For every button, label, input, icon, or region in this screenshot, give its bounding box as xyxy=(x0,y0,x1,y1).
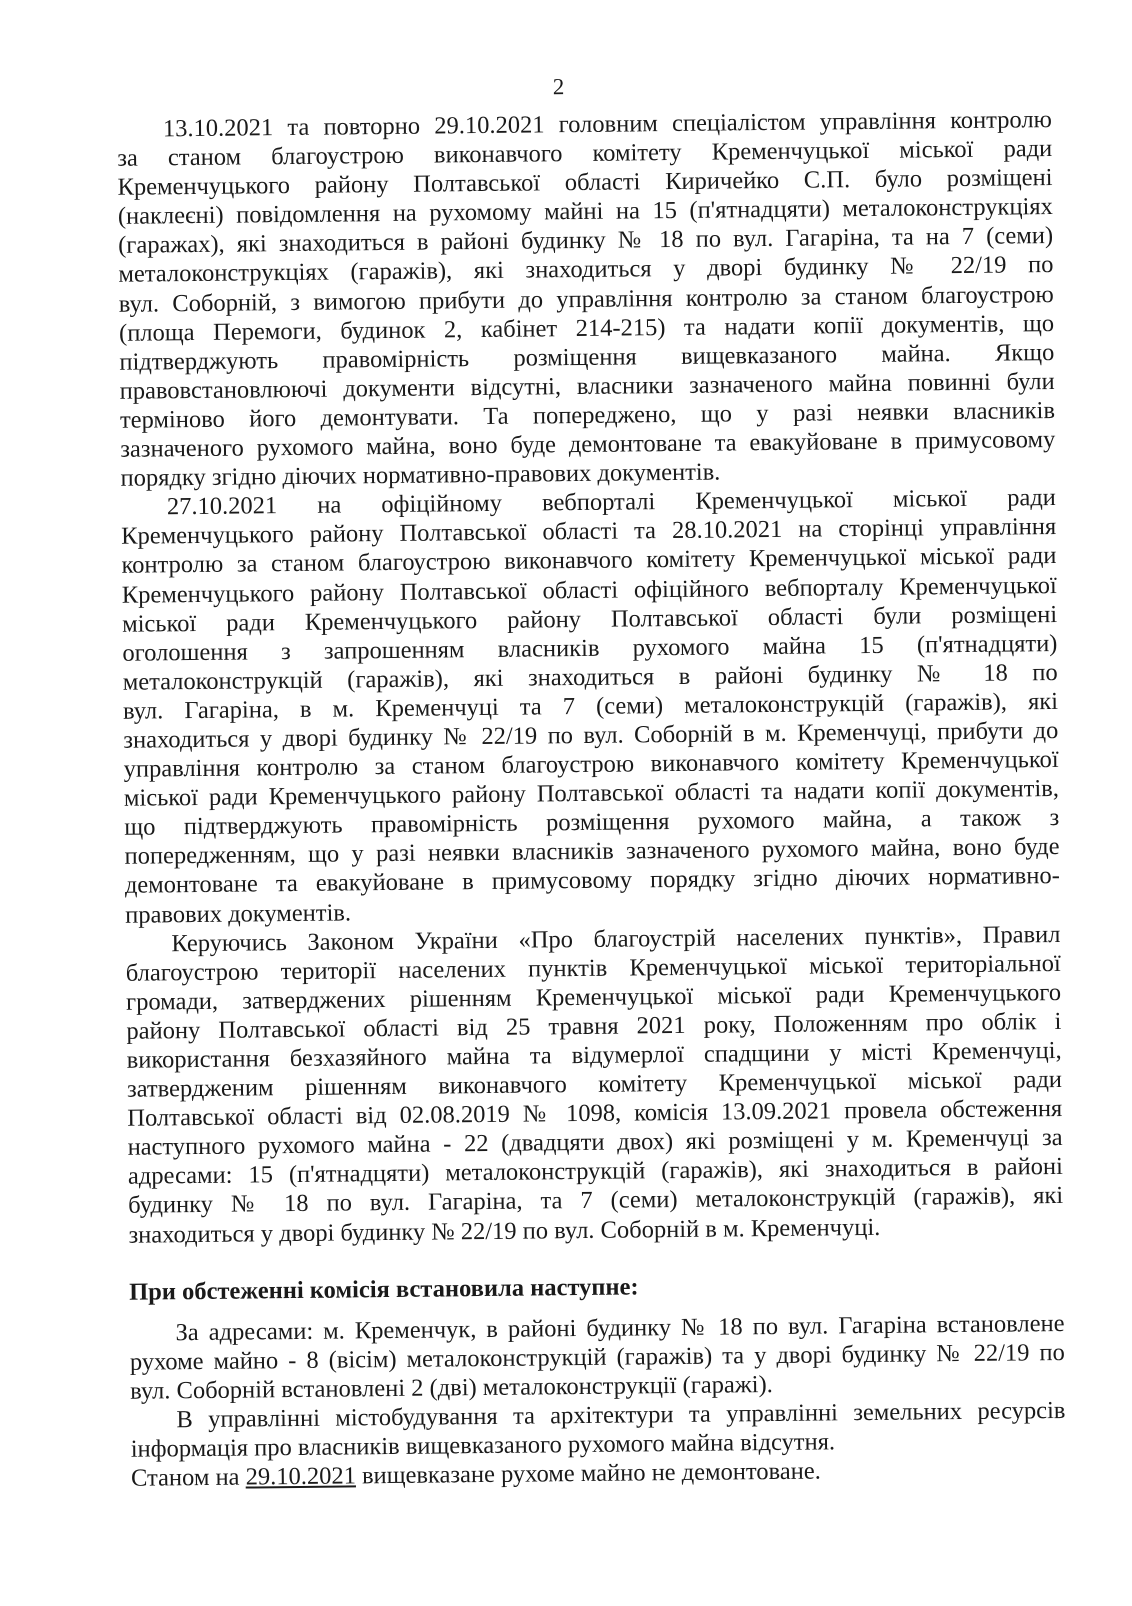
text-line: За адресами: м. Кременчук, в районі будинку № 18 по вул. Гагаріна встановлене xyxy=(175,1309,1065,1347)
text-line: оголошення з запрошенням власників рухомого майна 15 (п'ятнадцяти) xyxy=(122,629,1058,667)
text-line: міської ради Кременчуцького району Полтавської області були розміщені xyxy=(121,600,1058,638)
text-line: за станом благоустрою виконавчого комітету Кременчуцької міської ради xyxy=(117,135,1053,172)
text-line: металоконструкціях (гаражів), які знаходиться у дворі будинку № 22/19 по xyxy=(118,251,1054,289)
paragraph-web-announcement xyxy=(121,483,1061,929)
closing-suffix: вищевказане рухоме майно не демонтоване. xyxy=(355,1457,821,1490)
text-line: В управлінні містобудування та архітектури та управлінні земельних ресурсів xyxy=(176,1396,1066,1434)
document-body xyxy=(117,105,1066,1493)
text-line: Кременчуцького району Полтавської області та 28.10.2021 на сторінці управління xyxy=(121,513,1057,551)
findings-heading: При обстеженні комісія встановила наступне: xyxy=(128,1273,639,1306)
closing-prefix: Станом на xyxy=(130,1463,246,1492)
paragraph-findings-owners xyxy=(130,1396,1066,1464)
text-line: правовстановлюючі документи відсутні, власники зазначеного майна повинні були xyxy=(119,367,1055,405)
text-line: (гаражах), які знаходиться в районі будинку № 18 по вул. Гагаріна, та на 7 (семи) xyxy=(118,222,1054,260)
text-line: Кременчуцького району Полтавської області офіційного вебпорталу Кременчуцької xyxy=(121,571,1057,609)
text-line: металоконструкцій (гаражів), які знаходиться в районі будинку № 18 по xyxy=(122,658,1058,696)
text-line: адресами: 15 (п'ятнадцяти) металоконструкцій (гаражів), які знаходиться в районі xyxy=(127,1153,1064,1191)
text-line: підтверджують правомірність розміщення вищевказаного майна. Якщо xyxy=(119,338,1055,376)
closing-date: 29.10.2021 xyxy=(245,1462,357,1491)
text-line: демонтоване та евакуйоване в примусовому порядку згідно діючих нормативно- xyxy=(124,862,1060,900)
text-line: вул. Соборній, з вимогою прибути до управління контролю за станом благоустрою xyxy=(118,280,1054,318)
text-line: благоустрою території населених пунктів Кременчуцької міської територіальної xyxy=(125,949,1061,987)
text-line: правових документів. xyxy=(125,898,352,929)
text-line: управління контролю за станом благоустрою виконавчого комітету Кременчуцької xyxy=(123,746,1059,783)
text-line: контролю за станом благоустрою виконавчого комітету Кременчуцької міської ради xyxy=(121,542,1057,580)
text-line: інформація про власників вищевказаного рухомого майна відсутня. xyxy=(130,1428,836,1463)
text-line: затвердженим рішенням виконавчого комітету Кременчуцької міської ради xyxy=(126,1066,1063,1103)
text-line: 27.10.2021 на офіційному вебпорталі Кременчуцької міської ради xyxy=(166,484,1057,521)
text-line: Керуючись Законом України «Про благоустрій населених пунктів», Правил xyxy=(171,920,1061,957)
paragraph-legal-basis xyxy=(125,920,1063,1250)
text-line: використання безхазяйного майна та відумерлої спадщини у місті Кременчуці, xyxy=(126,1036,1062,1074)
text-line: наступного рухомого майна - 22 (двадцяти двох) які розміщені у м. Кременчуці за xyxy=(127,1124,1063,1162)
page-number: 2 xyxy=(552,74,565,100)
text-line: міської ради Кременчуцького району Полтавської області та надати копії документів, xyxy=(123,775,1060,812)
text-line: рухоме майно - 8 (вісім) металоконструкцій (гаражів) та у дворі будинку № 22/19 по xyxy=(129,1338,1065,1376)
text-line: вул. Гагаріна, в м. Кременчуці та 7 (семи) металоконструкцій (гаражів), які xyxy=(122,687,1059,725)
text-line: попередженням, що у разі неявки власників зазначеного рухомого майна, воно буде xyxy=(124,833,1060,871)
text-line: району Полтавської області від 25 травня 2021 року, Положенням про облік і xyxy=(126,1007,1062,1045)
text-line: (наклеєні) повідомлення на рухомому майні на 15 (п'ятнадцяти) металоконструкціях xyxy=(117,193,1053,231)
text-line: 13.10.2021 та повторно 29.10.2021 головним спеціалістом управління контролю xyxy=(162,106,1053,143)
text-line: зазначеного рухомого майна, воно буде демонтоване та евакуйоване в примусовому xyxy=(120,426,1056,463)
text-line: порядку згідно діючих нормативно-правових документів. xyxy=(120,458,721,492)
text-line: що підтверджують правомірність розміщення рухомого майна, а також з xyxy=(124,804,1060,842)
text-line: Кременчуцького району Полтавської області Киричейко С.П. було розміщені xyxy=(117,164,1053,201)
text-line: вул. Соборній встановлені 2 (дві) металоконструкції (гаражі). xyxy=(130,1370,773,1405)
paragraph-notice-placement xyxy=(117,105,1056,493)
text-line: знаходиться у дворі будинку № 22/19 по вул. Соборній в м. Кременчуці, прибути до xyxy=(123,716,1059,754)
paragraph-findings-addresses xyxy=(129,1309,1065,1406)
text-line: будинку № 18 по вул. Гагаріна, та 7 (семи) металоконструкцій (гаражів), які xyxy=(128,1182,1064,1220)
text-line: (площа Перемоги, будинок 2, кабінет 214-215) та надати копії документів, що xyxy=(118,309,1055,347)
text-line: громади, затверджених рішенням Кременчуцької міської ради Кременчуцького xyxy=(125,978,1062,1016)
text-line: терміново його демонтувати. Та попереджено, що у разі неявки власників xyxy=(119,396,1056,434)
text-line: Полтавської області від 02.08.2019 № 1098, комісія 13.09.2021 провела обстеження xyxy=(127,1095,1063,1132)
text-line: знаходиться у дворі будинку № 22/19 по вул. Соборній в м. Кременчуці. xyxy=(128,1213,881,1249)
